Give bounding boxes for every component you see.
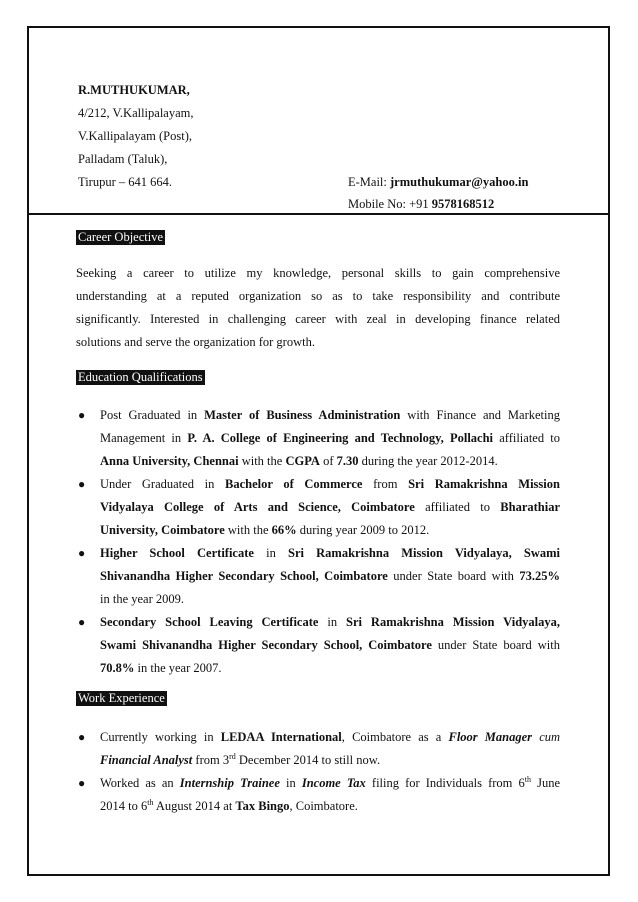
- section-heading-work: Work Experience: [78, 691, 165, 705]
- list-item: ● Currently working in LEDAA International, Coimbatore as a Floor Manager cum Financial Analyst from 3rd December 2014 to still now.: [76, 726, 560, 772]
- list-item: ● Higher School Certificate in Sri Ramakrishna Mission Vidyalaya, Swami Shivanandha Higher Secondary School, Coimbatore under State board with 73.25% in the year 2009.: [76, 542, 560, 611]
- address-line: 4/212, V.Kallipalayam,: [78, 106, 194, 120]
- list-item: ● Post Graduated in Master of Business Administration with Finance and Marketing Management in P. A. College of Engineering and Technology, Pollachi affiliated to Anna University, Chennai with the CGPA of 7.30 during the year 2012-2014.: [76, 404, 560, 473]
- bullet-icon: ●: [78, 776, 86, 790]
- paragraph-line: solutions and serve the organization for growth.: [76, 335, 315, 349]
- list-item: ● Secondary School Leaving Certificate in Sri Ramakrishna Mission Vidyalaya, Swami Shivanandha Higher Secondary School, Coimbatore under State board with 70.8% in the year 2007.: [76, 611, 560, 680]
- bullet-icon: ●: [78, 730, 86, 744]
- section-heading-education: Education Qualifications: [78, 370, 203, 384]
- address-line: V.Kallipalayam (Post),: [78, 129, 192, 143]
- paragraph-line: understanding at a reputed organization so as to take responsibility and contribute: [76, 289, 560, 303]
- work-list: [76, 726, 560, 818]
- mobile-label: Mobile No: +91: [348, 197, 429, 211]
- list-item: ● Under Graduated in Bachelor of Commerce from Sri Ramakrishna Mission Vidyalaya College of Arts and Science, Coimbatore affiliated to Bharathiar University, Coimbatore with the 66% during year 2009 to 2012.: [76, 473, 560, 542]
- email-line: [348, 174, 528, 190]
- section-heading-career: Career Objective: [78, 230, 164, 244]
- applicant-name: R.MUTHUKUMAR,: [78, 83, 190, 97]
- address-line: Tirupur – 641 664.: [78, 175, 172, 189]
- bullet-icon: ●: [78, 408, 86, 422]
- bullet-icon: ●: [78, 615, 86, 629]
- bullet-icon: ●: [78, 546, 86, 560]
- header-divider: [27, 213, 610, 215]
- mobile-line: [348, 196, 494, 212]
- bullet-icon: ●: [78, 477, 86, 491]
- career-objective-text: [76, 262, 560, 354]
- mobile-number: 9578168512: [431, 197, 495, 211]
- address-line: Palladam (Taluk),: [78, 152, 168, 166]
- list-item: ● Worked as an Internship Trainee in Income Tax filing for Individuals from 6th June 2014 to 6th August 2014 at Tax Bingo, Coimbatore.: [76, 772, 560, 818]
- paragraph-line: Seeking a career to utilize my knowledge, personal skills to gain comprehensive: [76, 266, 560, 280]
- education-list: [76, 404, 560, 680]
- email-label: E-Mail:: [348, 175, 387, 189]
- email-address[interactable]: jrmuthukumar@yahoo.in: [390, 175, 529, 189]
- paragraph-line: significantly. Interested in challenging career with zeal in developing finance related: [76, 312, 560, 326]
